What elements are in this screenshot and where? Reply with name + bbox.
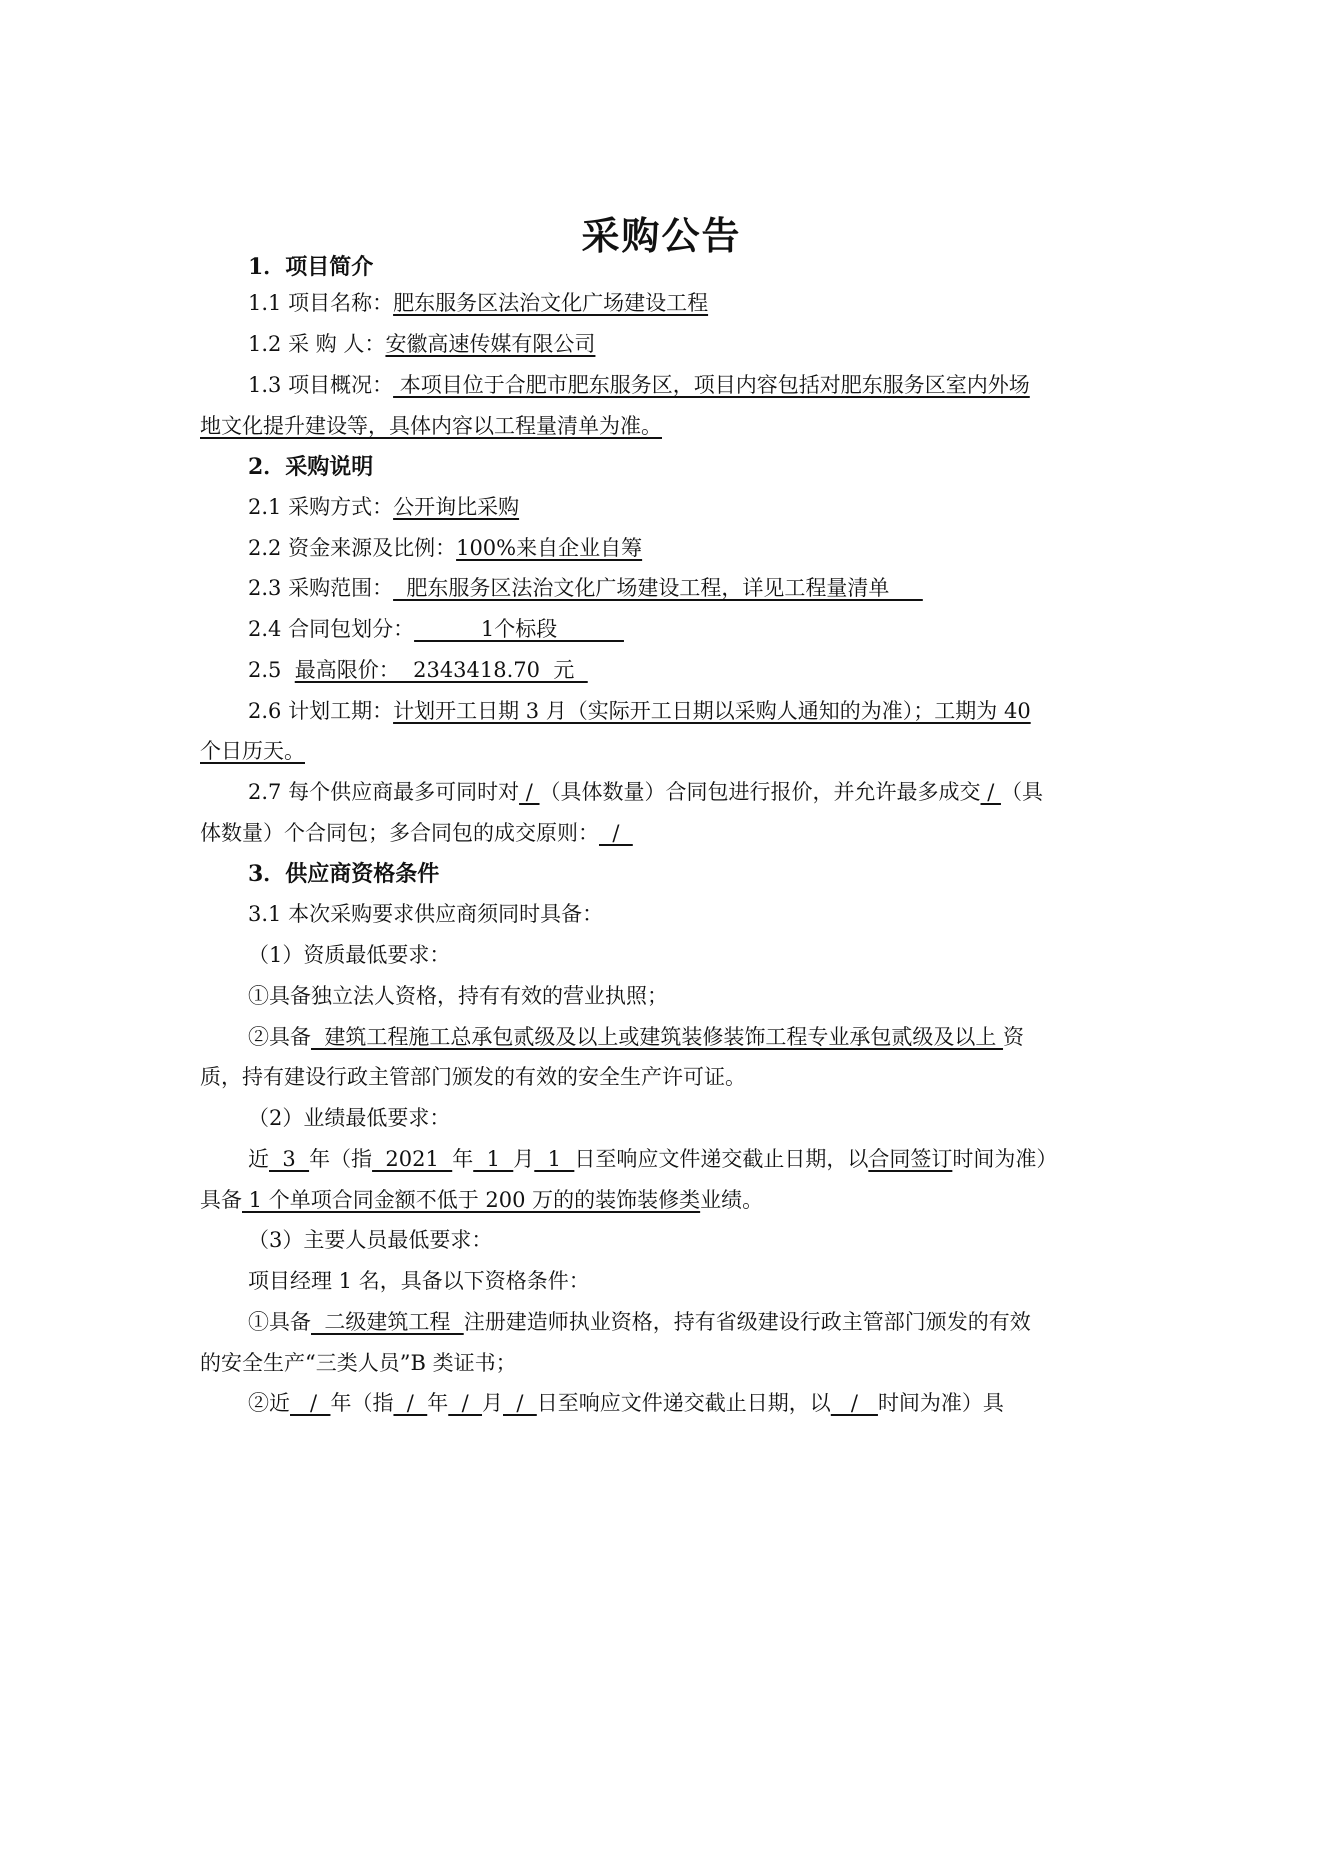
pm-req-2-text-2: 年（指 — [330, 1391, 394, 1415]
performance-text-5: 日至响应文件递交截止日期，以 — [574, 1147, 869, 1171]
project-manager-req-2-line — [248, 1388, 1178, 1418]
procurement-scope-value: 肥东服务区法治文化广场建设工程，详见工程量清单 — [393, 576, 923, 600]
funding-source-label: 2.2 资金来源及比例： — [248, 536, 457, 560]
max-price-value: 最高限价： 2343418.70 元 — [294, 658, 588, 682]
personnel-req-heading: （3）主要人员最低要求： — [248, 1228, 493, 1252]
qualification-req-heading: （1）资质最低要求： — [248, 943, 451, 967]
pm-req-2-blank-5: / — [830, 1391, 878, 1415]
pm-req-2-text-3: 年 — [427, 1391, 449, 1415]
performance-req-heading: （2）业绩最低要求： — [248, 1106, 451, 1130]
bid-limit-text-4: 体数量）个合同包；多合同包的成交原则： — [200, 821, 599, 845]
procurement-method-value: 公开询比采购 — [393, 495, 520, 519]
funding-source-value: 100%来自企业自筹 — [456, 536, 643, 560]
qualification-req-2-value: 建筑工程施工总承包贰级及以上或建筑装修装饰工程专业承包贰级及以上 — [311, 1025, 1004, 1049]
project-overview-line-2 — [200, 411, 1130, 441]
performance-req-line — [248, 1144, 1178, 1174]
funding-source-line — [248, 533, 1178, 563]
section-1-heading: 1．项目简介 — [248, 254, 374, 280]
qualification-req-1: ①具备独立法人资格，持有有效的营业执照； — [248, 984, 668, 1008]
purchaser-line — [248, 329, 1178, 359]
performance-text-4: 月 — [513, 1147, 535, 1171]
project-name-value: 肥东服务区法治文化广场建设工程 — [393, 291, 709, 315]
schedule-value-2: 个日历天。 — [200, 739, 305, 763]
bid-limit-text-1: 2.7 每个供应商最多可同时对 — [248, 780, 520, 804]
page-title: 采购公告 — [581, 213, 742, 258]
pm-req-2-blank-4: / — [503, 1391, 537, 1415]
performance-text-1: 近 — [248, 1147, 269, 1171]
project-manager-req-1-line-2: 的安全生产“三类人员”B 类证书； — [200, 1351, 517, 1375]
project-overview-label: 1.3 项目概况： — [248, 373, 394, 397]
performance-month-value: 1 — [473, 1147, 514, 1171]
performance-years-value: 3 — [269, 1147, 310, 1171]
bid-limit-blank-1: / — [519, 780, 540, 804]
procurement-scope-label: 2.3 采购范围： — [248, 576, 394, 600]
pm-req-2-blank-3: / — [448, 1391, 483, 1415]
performance-text-3: 年 — [452, 1147, 474, 1171]
pm-req-2-text-5: 日至响应文件递交截止日期，以 — [536, 1391, 831, 1415]
project-name-line — [248, 288, 1178, 318]
qualification-req-2-line — [248, 1022, 1178, 1052]
performance-requirement-value: 1 个单项合同金额不低于 200 万的的装饰装修类 — [242, 1188, 701, 1212]
project-manager-req-1-line — [248, 1307, 1178, 1337]
pm-req-1-prefix: ①具备 — [248, 1310, 311, 1334]
bid-limit-text-2: （具体数量）合同包进行报价，并允许最多成交 — [539, 780, 981, 804]
bid-limit-text-3: （具 — [1000, 780, 1043, 804]
performance-text-7: 具备 — [200, 1188, 242, 1212]
pm-req-2-text-6: 时间为准）具 — [877, 1391, 1004, 1415]
purchaser-label: 1.2 采 购 人： — [248, 332, 386, 356]
schedule-label: 2.6 计划工期： — [248, 699, 394, 723]
project-name-label: 1.1 项目名称： — [248, 291, 394, 315]
pm-req-1-suffix: 注册建造师执业资格，持有省级建设行政主管部门颁发的有效 — [463, 1310, 1031, 1334]
performance-year-value: 2021 — [372, 1147, 453, 1171]
performance-req-line-2 — [200, 1185, 1130, 1215]
procurement-method-label: 2.1 采购方式： — [248, 495, 394, 519]
performance-text-8: 业绩。 — [700, 1188, 764, 1212]
max-price-line — [248, 655, 1178, 685]
pm-req-2-text-1: ②近 — [248, 1391, 290, 1415]
contract-package-label: 2.4 合同包划分： — [248, 617, 415, 641]
bid-limit-line-2 — [200, 818, 1130, 848]
schedule-line-2 — [200, 736, 1130, 766]
bid-limit-blank-3: / — [599, 821, 633, 845]
procurement-scope-line — [248, 573, 1178, 603]
qualification-req-2-prefix: ②具备 — [248, 1025, 311, 1049]
pm-req-1-value: 二级建筑工程 — [311, 1310, 464, 1334]
performance-day-value: 1 — [534, 1147, 575, 1171]
qualification-req-2-suffix: 资 — [1003, 1025, 1025, 1049]
qualification-intro: 3.1 本次采购要求供应商须同时具备： — [248, 902, 604, 926]
performance-basis-value: 合同签订 — [868, 1147, 953, 1171]
pm-req-2-text-4: 月 — [482, 1391, 504, 1415]
performance-text-2: 年（指 — [309, 1147, 373, 1171]
qualification-req-2-line-2: 质，持有建设行政主管部门颁发的有效的安全生产许可证。 — [200, 1065, 746, 1089]
schedule-value-1: 计划开工日期 3 月（实际开工日期以采购人通知的为准）；工期为 40 — [393, 699, 1031, 723]
schedule-line — [248, 696, 1178, 726]
contract-package-line — [248, 614, 1178, 644]
contract-package-value: 1个标段 — [414, 617, 624, 641]
bid-limit-line — [248, 777, 1178, 807]
bid-limit-blank-2: / — [980, 780, 1001, 804]
purchaser-value: 安徽高速传媒有限公司 — [385, 332, 596, 356]
performance-text-6: 时间为准） — [952, 1147, 1058, 1171]
max-price-number: 2.5 — [248, 658, 295, 682]
section-3-heading: 3．供应商资格条件 — [248, 861, 440, 887]
project-overview-line — [248, 370, 1178, 400]
project-overview-value-2: 地文化提升建设等，具体内容以工程量清单为准。 — [200, 414, 662, 438]
project-manager-intro: 项目经理 1 名，具备以下资格条件： — [248, 1269, 590, 1293]
procurement-method-line — [248, 492, 1178, 522]
pm-req-2-blank-1: / — [290, 1391, 331, 1415]
section-2-heading: 2．采购说明 — [248, 454, 374, 480]
project-overview-value-1: 本项目位于合肥市肥东服务区，项目内容包括对肥东服务区室内外场 — [393, 373, 1030, 397]
pm-req-2-blank-2: / — [393, 1391, 428, 1415]
